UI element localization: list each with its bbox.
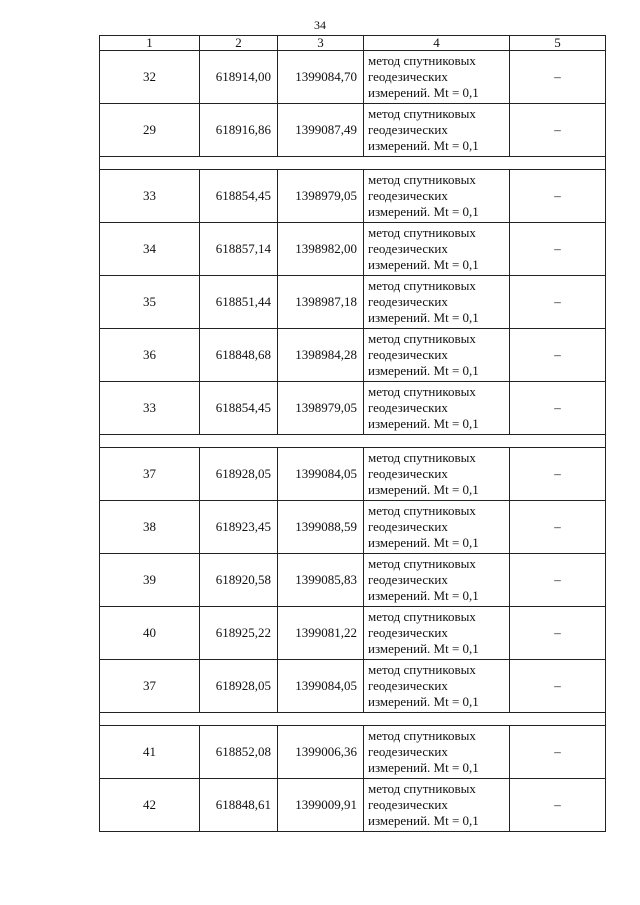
table-row [100,660,606,713]
note-cell: – [510,501,606,554]
method-cell: метод спутниковых геодезических измерений. Mt = 0,1 [364,779,510,832]
method-cell: метод спутниковых геодезических измерений. Mt = 0,1 [364,170,510,223]
method-cell: метод спутниковых геодезических измерений. Mt = 0,1 [364,607,510,660]
table-row [100,554,606,607]
note-cell: – [510,329,606,382]
separator-cell [100,435,200,448]
table-row [100,276,606,329]
separator-cell [510,157,606,170]
method-cell: метод спутниковых геодезических измерений. Mt = 0,1 [364,223,510,276]
y-coordinate-cell: 1399009,91 [278,779,364,832]
group-separator [100,157,606,170]
method-cell: метод спутниковых геодезических измерений. Mt = 0,1 [364,660,510,713]
y-coordinate-cell: 1399085,83 [278,554,364,607]
y-coordinate-cell: 1399084,05 [278,660,364,713]
table-body [100,51,606,832]
page-number: 34 [314,18,326,32]
x-coordinate-cell: 618923,45 [200,501,278,554]
y-coordinate-cell: 1398982,00 [278,223,364,276]
point-number-cell: 35 [100,276,200,329]
x-coordinate-cell: 618848,68 [200,329,278,382]
point-number-cell: 33 [100,382,200,435]
y-coordinate-cell: 1399084,70 [278,51,364,104]
x-coordinate-cell: 618928,05 [200,660,278,713]
separator-cell [510,713,606,726]
method-cell: метод спутниковых геодезических измерений. Mt = 0,1 [364,382,510,435]
x-coordinate-cell: 618928,05 [200,448,278,501]
table-row [100,726,606,779]
x-coordinate-cell: 618916,86 [200,104,278,157]
x-coordinate-cell: 618857,14 [200,223,278,276]
point-number-cell: 29 [100,104,200,157]
separator-cell [364,435,510,448]
note-cell: – [510,554,606,607]
separator-cell [200,157,278,170]
table-row [100,223,606,276]
point-number-cell: 42 [100,779,200,832]
note-cell: – [510,779,606,832]
point-number-cell: 33 [100,170,200,223]
table-row [100,51,606,104]
table-header-row [100,36,606,51]
x-coordinate-cell: 618854,45 [200,170,278,223]
table-row [100,170,606,223]
point-number-cell: 39 [100,554,200,607]
method-cell: метод спутниковых геодезических измерений. Mt = 0,1 [364,276,510,329]
y-coordinate-cell: 1398987,18 [278,276,364,329]
note-cell: – [510,726,606,779]
separator-cell [200,435,278,448]
separator-cell [510,435,606,448]
y-coordinate-cell: 1399081,22 [278,607,364,660]
point-number-cell: 34 [100,223,200,276]
separator-cell [100,713,200,726]
column-header-4: 4 [364,36,510,51]
note-cell: – [510,104,606,157]
x-coordinate-cell: 618920,58 [200,554,278,607]
point-number-cell: 36 [100,329,200,382]
point-number-cell: 37 [100,660,200,713]
column-header-3: 3 [278,36,364,51]
note-cell: – [510,660,606,713]
separator-cell [278,435,364,448]
note-cell: – [510,223,606,276]
method-cell: метод спутниковых геодезических измерений. Mt = 0,1 [364,554,510,607]
coordinates-table-container [99,35,605,832]
method-cell: метод спутниковых геодезических измерений. Mt = 0,1 [364,726,510,779]
method-cell: метод спутниковых геодезических измерений. Mt = 0,1 [364,501,510,554]
note-cell: – [510,51,606,104]
x-coordinate-cell: 618925,22 [200,607,278,660]
column-header-2: 2 [200,36,278,51]
table-row [100,382,606,435]
separator-cell [200,713,278,726]
separator-cell [100,157,200,170]
table-row [100,104,606,157]
y-coordinate-cell: 1398984,28 [278,329,364,382]
coordinates-table [99,35,606,832]
point-number-cell: 38 [100,501,200,554]
table-row [100,501,606,554]
x-coordinate-cell: 618854,45 [200,382,278,435]
table-row [100,607,606,660]
x-coordinate-cell: 618852,08 [200,726,278,779]
y-coordinate-cell: 1398979,05 [278,382,364,435]
point-number-cell: 41 [100,726,200,779]
table-row [100,448,606,501]
group-separator [100,713,606,726]
note-cell: – [510,382,606,435]
table-row [100,329,606,382]
method-cell: метод спутниковых геодезических измерений. Mt = 0,1 [364,104,510,157]
group-separator [100,435,606,448]
method-cell: метод спутниковых геодезических измерений. Mt = 0,1 [364,51,510,104]
separator-cell [364,157,510,170]
note-cell: – [510,448,606,501]
column-header-1: 1 [100,36,200,51]
point-number-cell: 37 [100,448,200,501]
y-coordinate-cell: 1399006,36 [278,726,364,779]
y-coordinate-cell: 1399088,59 [278,501,364,554]
point-number-cell: 40 [100,607,200,660]
x-coordinate-cell: 618848,61 [200,779,278,832]
y-coordinate-cell: 1398979,05 [278,170,364,223]
x-coordinate-cell: 618914,00 [200,51,278,104]
y-coordinate-cell: 1399084,05 [278,448,364,501]
separator-cell [278,713,364,726]
method-cell: метод спутниковых геодезических измерений. Mt = 0,1 [364,448,510,501]
x-coordinate-cell: 618851,44 [200,276,278,329]
method-cell: метод спутниковых геодезических измерений. Mt = 0,1 [364,329,510,382]
separator-cell [278,157,364,170]
table-row [100,779,606,832]
point-number-cell: 32 [100,51,200,104]
note-cell: – [510,276,606,329]
column-header-5: 5 [510,36,606,51]
separator-cell [364,713,510,726]
y-coordinate-cell: 1399087,49 [278,104,364,157]
note-cell: – [510,607,606,660]
note-cell: – [510,170,606,223]
